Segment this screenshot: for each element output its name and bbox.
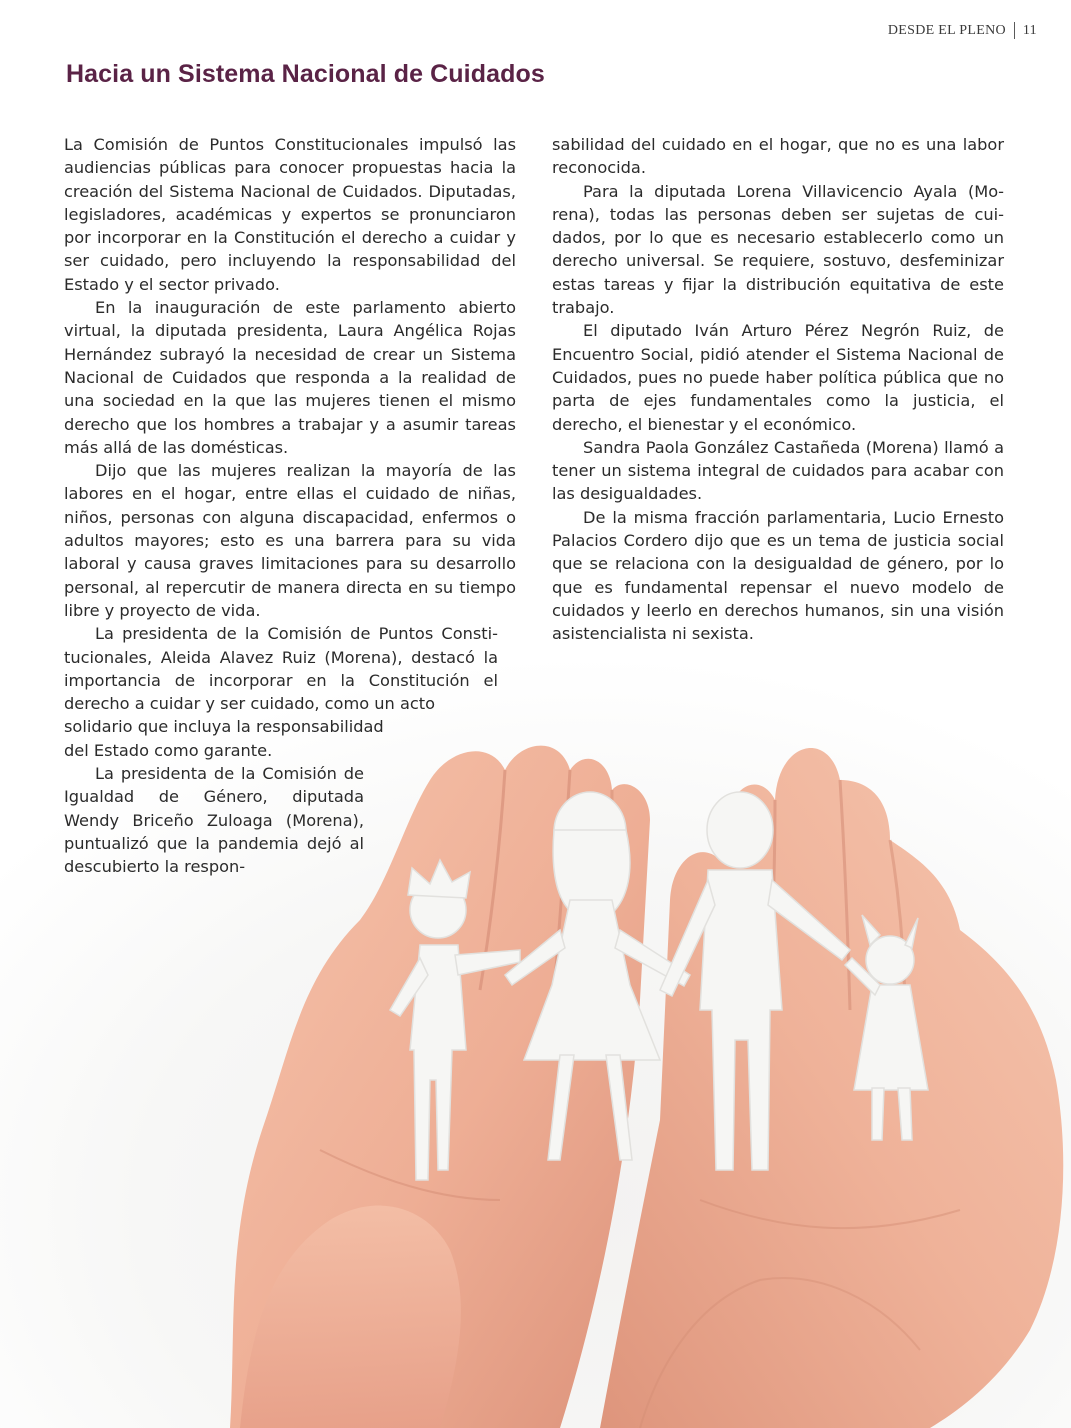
- section-name: DESDE EL PLENO: [887, 22, 1006, 38]
- article-title: Hacia un Sistema Nacional de Cuidados: [66, 60, 545, 88]
- left-paragraph-5: La presidenta de la Comisión de Igualdad de Género, diputada Wendy Briceño Zuloaga (Morena), puntualizó que la pandemia dejó al descubierto la respon-: [64, 764, 364, 877]
- left-paragraph-4a: La presidenta de la Comisión de Puntos Constitucionales, Aleida Alavez Ruiz (Morena), destacó la importancia de incorporar en la Constitución el derecho a cuidar y ser cuidado, como un acto: [64, 624, 498, 714]
- right-paragraph-2: Para la diputada Lorena Villavicencio Ayala (Morena), todas las personas deben ser sujetas de cuidados, por lo que es necesario establecerlo como un derecho universal. Se requiere, sostuvo, desfeminizar estas tareas y fijar la distribución equitativa de este trabajo.: [552, 181, 1004, 318]
- page-number: 11: [1022, 22, 1037, 38]
- left-paragraph-1: La Comisión de Puntos Constitucionales impulsó las audiencias públicas para conocer propuestas hacia la creación del Sistema Nacional de Cuidados. Diputadas, legisladores, académicas y expertos se pronunciaron por incorporar en la Constitución el derecho a cuidar y ser cuidado, pero incluyendo la responsabilidad del Estado y el sector privado.: [64, 135, 516, 294]
- left-paragraph-2: En la inauguración de este parlamento abierto virtual, la diputada presidenta, Laura Angélica Rojas Hernández subrayó la necesidad de crear un Sistema Nacional de Cuidados que responda a la realidad de una sociedad en la que las mujeres tienen el mismo derecho que los hombres a trabajar y a asumir tareas más allá de las domésticas.: [64, 298, 516, 457]
- left-column: [64, 133, 516, 879]
- right-column: [552, 133, 1004, 646]
- header-divider: [1014, 22, 1015, 39]
- left-paragraph-4b: solidario que incluya la responsabilidad del Estado como garante.: [64, 717, 384, 760]
- right-paragraph-1: sabilidad del cuidado en el hogar, que no es una labor reconocida.: [552, 135, 1004, 178]
- right-paragraph-4: Sandra Paola González Castañeda (Morena) llamó a tener un sistema integral de cuidados para acabar con las desigualdades.: [552, 437, 1004, 504]
- right-paragraph-3: El diputado Iván Arturo Pérez Negrón Ruiz, de Encuentro Social, pidió atender el Sistema Nacional de Cuidados, pues no puede haber política pública que no parta de ejes fundamentales como la justicia, el derecho, el bienestar y el económico.: [552, 321, 1004, 434]
- running-header: [888, 22, 1037, 39]
- left-paragraph-3: Dijo que las mujeres realizan la mayoría de las labores en el hogar, entre ellas el cuidado de niñas, niños, personas con alguna discapacidad, enfermos o adultos mayores; esto es una barrera para su vida laboral y causa graves limitaciones para su desarrollo personal, al repercutir de manera directa en su tiempo libre y proyecto de vida.: [64, 461, 516, 620]
- right-paragraph-5: De la misma fracción parlamentaria, Lucio Ernesto Palacios Cordero dijo que es un tema de justicia social que se relaciona con la desigualdad de género, por lo que es fundamental repensar el nuevo modelo de cuidados y leerlo en derechos humanos, sin una visión asistencialista ni sexista.: [552, 507, 1004, 644]
